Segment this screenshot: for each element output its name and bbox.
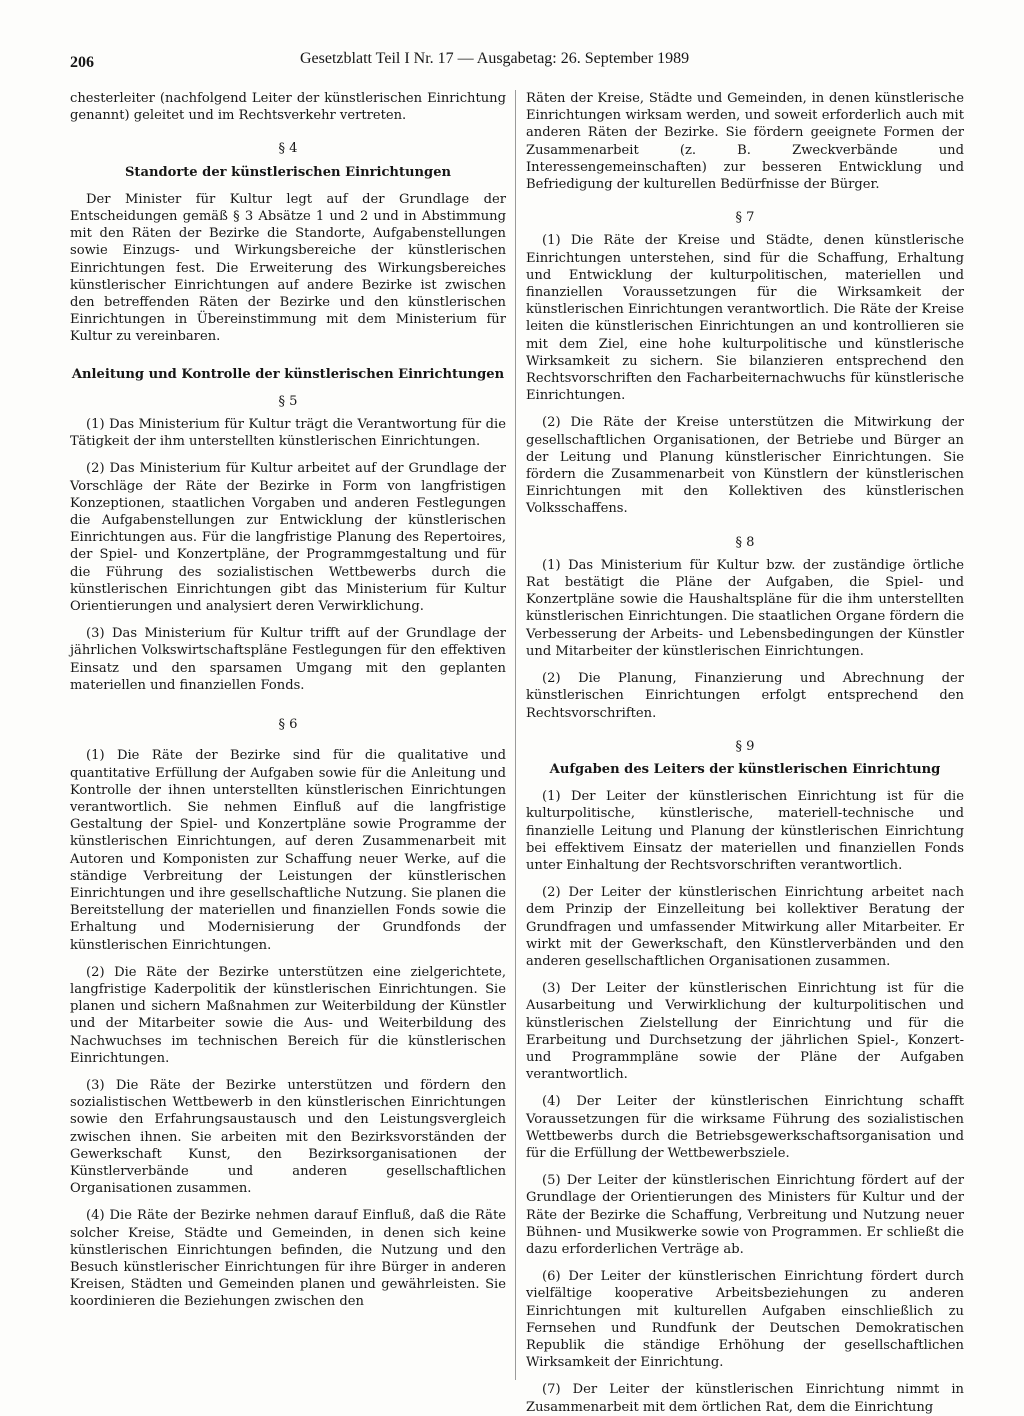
section-number-5: § 5	[278, 393, 298, 409]
right-column	[526, 90, 964, 1415]
section-title-9: Aufgaben des Leiters der künstlerischen Einrichtung	[549, 761, 941, 777]
section-title-5: Anleitung und Kontrolle der künstlerischen Einrichtungen	[71, 366, 505, 382]
paragraph: (3) Der Leiter der künstlerischen Einrichtung ist für die Ausarbeitung und Verwirklichung der kulturpolitischen und künstlerischen Zielstellung der Einrichtung und für die Erarbeitung und Durchsetzung der jährlichen Spiel-, Konzert- und Programmpläne sowie der Pläne der Aufgaben verantwortlich.	[526, 981, 964, 1083]
paragraph: (1) Das Ministerium für Kultur trägt die Verantwortung für die Tätigkeit der ihm unterstellten künstlerischen Einrichtungen.	[70, 417, 506, 450]
continued-paragraph: chesterleiter (nachfolgend Leiter der künstlerischen Einrichtung genannt) geleitet und im Rechtsverkehr vertreten.	[70, 91, 506, 124]
page-number: 206	[70, 54, 94, 71]
paragraph: (6) Der Leiter der künstlerischen Einrichtung fördert durch vielfältige kooperative Arbeitsbeziehungen zu anderen Einrichtungen mit kulturellen Aufgaben einschließlich zu Fernsehen und Rundfunk der Deutschen Demokratischen Republik die ständige Erhöhung der gesellschaftlichen Wirksamkeit der Einrichtung.	[526, 1269, 964, 1371]
paragraph: (1) Das Ministerium für Kultur bzw. der zuständige örtliche Rat bestätigt die Pläne der Aufgaben, die Spiel- und Konzertpläne sowie die Haushaltspläne für die ihm unterstellten künstlerischen Einrichtungen. Die staatlichen Organe fördern die Verbesserung der Arbeits- und Lebensbedingungen der Künstler und Mitarbeiter der künstlerischen Einrichtungen.	[526, 557, 964, 659]
section-number-4: § 4	[278, 141, 298, 157]
paragraph: (2) Die Räte der Kreise unterstützen die Mitwirkung der gesellschaftlichen Organisationen, der Betriebe und Bürger an der Leitung und Planung künstlerischer Einrichtungen. Sie fördern die Zusammenarbeit von Künstlern der künstlerischen Einrichtungen mit den Kollektiven des künstlerischen Volksschaffens.	[526, 415, 964, 517]
paragraph: (4) Die Räte der Bezirke nehmen darauf Einfluß, daß die Räte solcher Kreise, Städte und Gemeinden, in denen sich keine künstlerischen Einrichtungen befinden, die Nutzung und den Besuch künstlerischer Einrichtungen für ihre Bürger in anderen Kreisen, Städten und Gemeinden planen und gewährleisten. Sie koordinieren die Beziehungen zwischen den	[70, 1208, 506, 1310]
paragraph: (1) Die Räte der Bezirke sind für die qualitative und quantitative Erfüllung der Aufgaben sowie für die Anleitung und Kontrolle der ihnen unterstellten künstlerischen Einrichtungen verantwortlich. Sie nehmen Einfluß auf die langfristige Gestaltung der Spiel- und Konzertpläne sowie Programme der künstlerischen Einrichtungen, auf deren Zusammenarbeit mit Autoren und Komponisten zur Schaffung neuer Werke, auf die ständige Verbreitung der Leistungen der künstlerischen Einrichtungen und ihre gesellschaftliche Nutzung. Sie planen die Bereitstellung der materiellen und finanziellen Fonds sowie die Erhaltung und Modernisierung der Grundfonds der künstlerischen Einrichtungen.	[70, 748, 506, 953]
column-divider	[515, 90, 516, 1380]
section-number-8: § 8	[735, 534, 755, 550]
paragraph: (1) Die Räte der Kreise und Städte, denen künstlerische Einrichtungen unterstehen, sind für die Schaffung, Erhaltung und Entwicklung der kulturpolitischen, materiellen und finanziellen Voraussetzungen für die Wirksamkeit der künstlerischen Einrichtungen verantwortlich. Die Räte der Kreise leiten die künstlerischen Einrichtungen an und kontrollieren sie mit dem Ziel, eine hohe kulturpolitische und künstlerische Wirksamkeit zu sichern. Sie bilanzieren entsprechend den Rechtsvorschriften den Facharbeiternachwuchs für künstlerische Einrichtungen.	[526, 233, 964, 404]
section-number-6: § 6	[278, 717, 298, 733]
section-number-7: § 7	[735, 210, 755, 226]
paragraph: (4) Der Leiter der künstlerischen Einrichtung schafft Voraussetzungen für die wirksame Führung des sozialistischen Wettbewerbs durch die Betriebsgewerkschaftsorganisation und für die Erfüllung der Wettbewerbsziele.	[526, 1094, 964, 1161]
paragraph: (1) Der Leiter der künstlerischen Einrichtung ist für die kulturpolitische, künstlerische, materiell-technische und finanzielle Leitung und Planung der künstlerischen Einrichtung bei effektivem Einsatz der materiellen und finanziellen Fonds unter Einhaltung der Rechtsvorschriften verantwortlich.	[526, 789, 964, 873]
paragraph: Der Minister für Kultur legt auf der Grundlage der Entscheidungen gemäß § 3 Absätze 1 und 2 und in Abstimmung mit den Räten der Bezirke die Standorte, Aufgabenstellungen sowie Einzugs- und Wirkungsbereiche der künstlerischen Einrichtungen fest. Die Erweiterung des Wirkungsbereiches künstlerischer Einrichtungen auf andere Bezirke ist zwischen den betreffenden Räten der Bezirke und den künstlerischen Einrichtungen in Übereinstimmung mit dem Ministerium für Kultur zu vereinbaren.	[70, 191, 506, 345]
paragraph: (5) Der Leiter der künstlerischen Einrichtung fördert auf der Grundlage der Orientierungen des Ministers für Kultur und der Räte der Bezirke die Schaffung, Verbreitung und Nutzung neuer Bühnen- und Musikwerke sowie von Programmen. Er schließt die dazu erforderlichen Verträge ab.	[526, 1173, 964, 1257]
section-number-9: § 9	[735, 738, 755, 754]
paragraph: (3) Die Räte der Bezirke unterstützen und fördern den sozialistischen Wettbewerb in den künstlerischen Einrichtungen sowie den Erfahrungsaustausch und den Leistungsvergleich zwischen ihnen. Sie arbeiten mit den Bezirksvorständen der Gewerkschaft Kunst, den Bezirksorganisationen der Künstlerverbände und anderen gesellschaftlichen Organisationen zusammen.	[70, 1077, 506, 1197]
paragraph: (2) Die Planung, Finanzierung und Abrechnung der künstlerischen Einrichtungen erfolgt entsprechend den Rechtsvorschriften.	[526, 671, 964, 721]
running-title: Gesetzblatt Teil I Nr. 17 — Ausgabetag: 26. September 1989	[300, 50, 690, 67]
paragraph: (7) Der Leiter der künstlerischen Einrichtung nimmt in Zusammenarbeit mit dem örtlichen Rat, dem die Einrichtung	[526, 1382, 964, 1415]
paragraph: (3) Das Ministerium für Kultur trifft auf der Grundlage der jährlichen Volkswirtschaftspläne Festlegungen für den effektiven Einsatz und den sparsamen Umgang mit den geplanten materiellen und finanziellen Fonds.	[70, 626, 506, 693]
paragraph: (2) Das Ministerium für Kultur arbeitet auf der Grundlage der Vorschläge der Räte der Bezirke in Form von langfristigen Konzeptionen, staatlichen Vorgaben und anderen Festlegungen die Aufgabenstellungen zur Entwicklung der künstlerischen Einrichtungen aus. Für die langfristige Planung des Repertoires, der Spiel- und Konzertpläne, der Programmgestaltung und für die Führung des sozialistischen Wettbewerbs durch die künstlerischen Einrichtungen gibt das Ministerium für Kultur Orientierungen und analysiert deren Verwirklichung.	[70, 461, 506, 615]
left-column	[70, 90, 506, 1380]
paragraph: (2) Die Räte der Bezirke unterstützen eine zielgerichtete, langfristige Kaderpolitik der künstlerischen Einrichtungen. Sie planen und sichern Maßnahmen zur Weiterbildung der Künstler und der Mitarbeiter sowie die Aus- und Weiterbildung des Nachwuchses im technischen Bereich für die künstlerischen Einrichtungen.	[70, 964, 506, 1066]
paragraph: (2) Der Leiter der künstlerischen Einrichtung arbeitet nach dem Prinzip der Einzelleitung bei kollektiver Beratung der Grundfragen und umfassender Mitwirkung aller Mitarbeiter. Er wirkt mit der Gewerkschaft, den Künstlerverbänden und den anderen gesellschaftlichen Organisationen zusammen.	[526, 885, 964, 969]
section-title-4: Standorte der künstlerischen Einrichtungen	[124, 164, 452, 180]
page-header	[70, 48, 970, 76]
continued-paragraph: Räten der Kreise, Städte und Gemeinden, in denen künstlerische Einrichtungen wirksam werden, und soweit erforderlich auch mit anderen Räten der Bezirke. Sie fördern geeignete Formen der Zusammenarbeit (z. B. Zweckverbände und Interessengemeinschaften) zur besseren Entwicklung und Befriedigung der kulturellen Bedürfnisse der Bürger.	[526, 91, 964, 193]
